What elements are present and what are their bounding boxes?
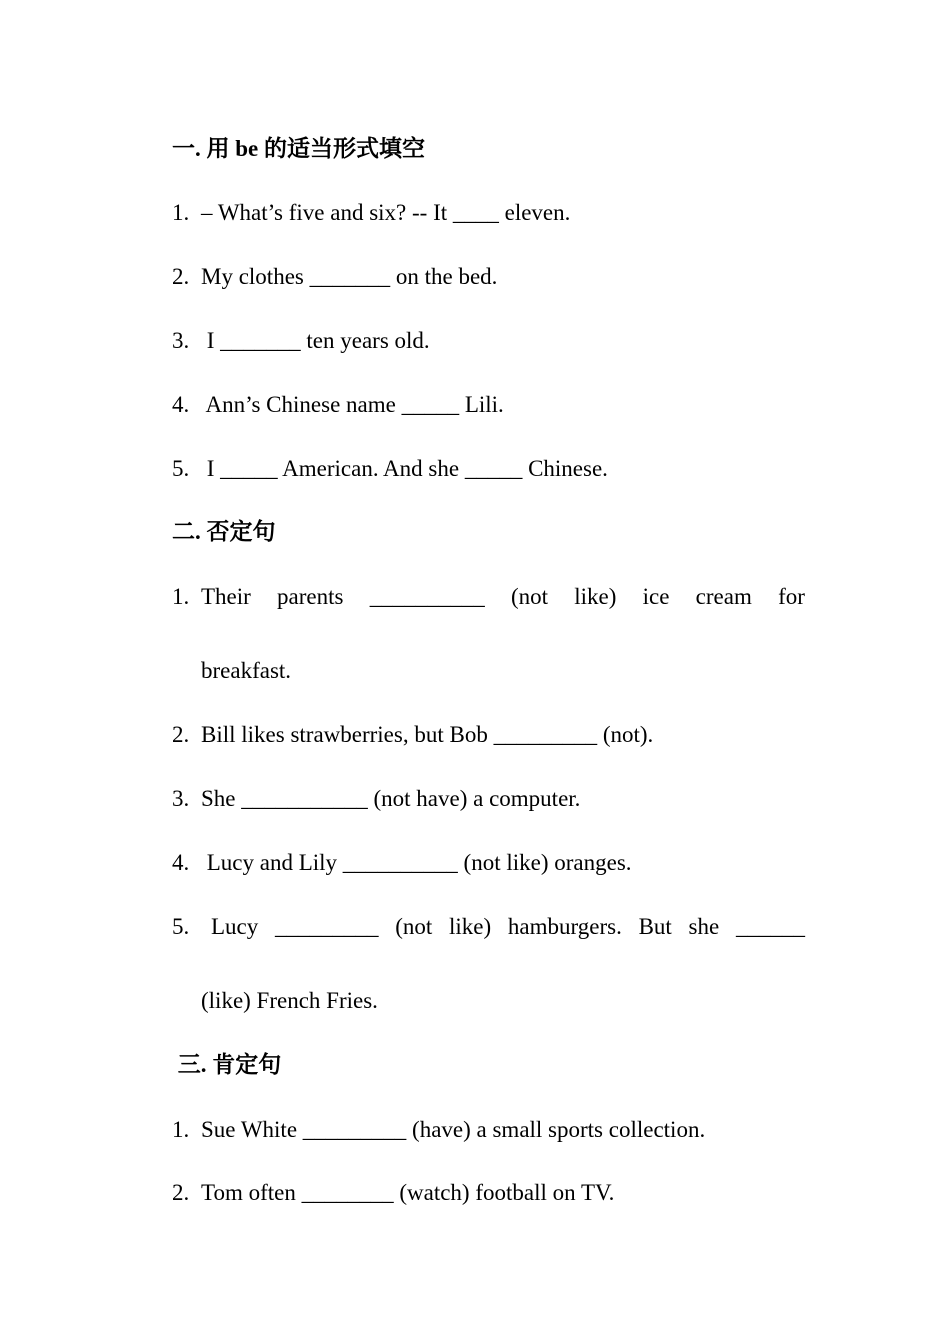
exercise-item bbox=[172, 583, 808, 611]
item-text: She ___________ (not have) a computer. bbox=[201, 786, 581, 811]
exercise-item bbox=[172, 455, 808, 483]
blank: ______ bbox=[735, 914, 805, 939]
item-number: 1. bbox=[172, 1117, 190, 1142]
item-number: 4. bbox=[172, 392, 190, 417]
item-text: Tom often ________ (watch) football on TV. bbox=[201, 1180, 615, 1205]
item-text: Ann’s Chinese name _____ Lili. bbox=[201, 392, 504, 417]
item-text-justified bbox=[201, 583, 805, 611]
item-continuation: (like) French Fries. bbox=[201, 988, 378, 1013]
item-text: I _____ American. And she _____ Chinese. bbox=[201, 456, 608, 481]
item-text-justified bbox=[211, 913, 805, 941]
item-text: Bill likes strawberries, but Bob _________ (not). bbox=[201, 722, 654, 747]
section-heading-2: 二. 否定句 bbox=[172, 519, 276, 544]
section-heading-1: 一. 用 be 的适当形式填空 bbox=[172, 136, 425, 161]
item-number: 5. bbox=[172, 914, 190, 939]
item-number: 3. bbox=[172, 328, 190, 353]
blank: __________ bbox=[369, 584, 485, 609]
word: ice bbox=[642, 584, 670, 609]
item-text: Lucy and Lily __________ (not like) oranges. bbox=[201, 850, 632, 875]
item-text: Sue White _________ (have) a small sports collection. bbox=[201, 1117, 706, 1142]
exercise-item bbox=[172, 1179, 808, 1207]
exercise-item bbox=[172, 391, 808, 419]
item-text: My clothes _______ on the bed. bbox=[201, 264, 498, 289]
item-continuation: breakfast. bbox=[201, 658, 292, 683]
word: Their bbox=[201, 584, 251, 609]
exercise-item bbox=[172, 785, 808, 813]
item-text: I _______ ten years old. bbox=[201, 328, 430, 353]
word: for bbox=[778, 584, 805, 609]
item-number: 2. bbox=[172, 1180, 190, 1205]
word: Lucy bbox=[211, 914, 259, 939]
item-text: – What’s five and six? -- It ____ eleven. bbox=[201, 200, 571, 225]
item-number: 1. bbox=[172, 200, 190, 225]
item-number: 1. bbox=[172, 584, 190, 609]
exercise-item bbox=[172, 327, 808, 355]
word: hamburgers. bbox=[507, 914, 622, 939]
item-number: 4. bbox=[172, 850, 190, 875]
word: cream bbox=[695, 584, 752, 609]
word: like) bbox=[574, 584, 617, 609]
word: parents bbox=[277, 584, 344, 609]
blank: _________ bbox=[275, 914, 379, 939]
item-number: 2. bbox=[172, 722, 190, 747]
exercise-item bbox=[172, 199, 808, 227]
exercise-item bbox=[172, 1116, 808, 1144]
word: (not bbox=[510, 584, 548, 609]
exercise-item bbox=[172, 913, 808, 941]
exercise-item bbox=[172, 263, 808, 291]
word: (not bbox=[395, 914, 433, 939]
word: she bbox=[688, 914, 720, 939]
item-number: 3. bbox=[172, 786, 190, 811]
exercise-item bbox=[172, 721, 808, 749]
section-heading-3: 三. 肯定句 bbox=[172, 1052, 282, 1077]
item-number: 5. bbox=[172, 456, 190, 481]
item-number: 2. bbox=[172, 264, 190, 289]
exercise-item bbox=[172, 849, 808, 877]
word: But bbox=[638, 914, 672, 939]
word: like) bbox=[449, 914, 492, 939]
